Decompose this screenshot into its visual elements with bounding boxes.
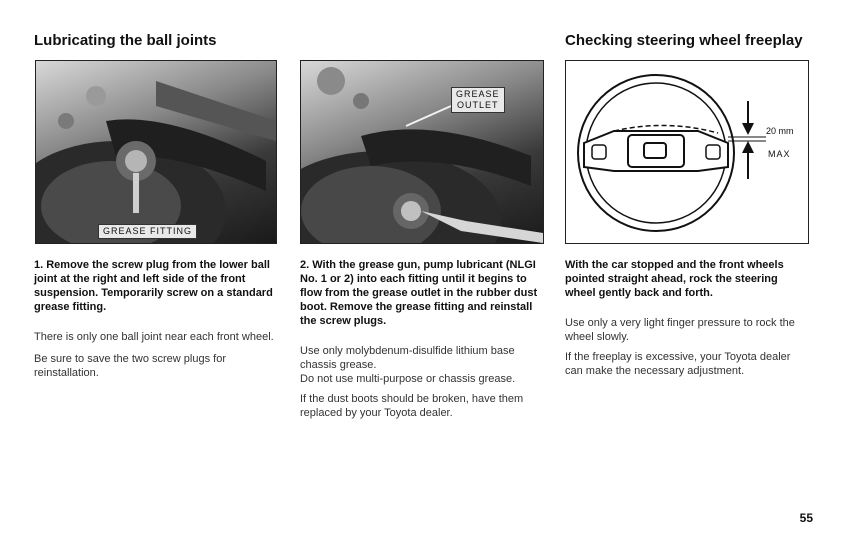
finger-pressure-note: Use only a very light finger pressure to rock the wheel slowly. xyxy=(565,317,795,343)
steering-wheel-diagram xyxy=(565,60,809,244)
rock-wheel-text: With the car stopped and the front wheels pointed straight ahead, rock the steering wheel gently back and forth. xyxy=(565,259,784,299)
grease-outlet-label-line1: GREASE xyxy=(456,89,500,99)
dealer-adjustment-note: If the freeplay is excessive, your Toyota dealer can make the necessary adjustment. xyxy=(565,351,791,377)
ball-joint-instructions xyxy=(34,258,276,390)
ball-joint-illustration xyxy=(36,61,276,243)
grease-gun-illustration xyxy=(301,61,543,243)
step-2-text: 2. With the grease gun, pump lubricant (NLGI No. 1 or 2) into each fitting until it begins to flow from the grease outlet in the rubber dust boot. Remove the grease fitting and reinstall the screw plugs. xyxy=(300,259,538,327)
steering-wheel-illustration xyxy=(566,61,808,243)
grease-outlet-label xyxy=(451,87,505,113)
grease-gun-photo xyxy=(300,60,544,244)
one-joint-note: There is only one ball joint near each front wheel. xyxy=(34,331,274,343)
page-number: 55 xyxy=(799,511,813,525)
dust-boot-note: If the dust boots should be broken, have them replaced by your Toyota dealer. xyxy=(300,393,524,419)
grease-warning-note: Do not use multi-purpose or chassis grease. xyxy=(300,373,516,385)
section-heading-ball-joints: Lubricating the ball joints xyxy=(34,32,217,49)
save-plugs-note: Be sure to save the two screw plugs for reinstallation. xyxy=(34,353,226,379)
section-heading-steering: Checking steering wheel freeplay xyxy=(565,32,803,49)
grease-type-note: Use only molybdenum-disulfide lithium base chassis grease. xyxy=(300,345,515,371)
freeplay-measure-label: 20 mm xyxy=(766,126,794,136)
ball-joint-photo-1 xyxy=(35,60,277,244)
steering-freeplay-instructions xyxy=(565,258,808,388)
freeplay-max-label: MAX xyxy=(768,149,791,159)
grease-outlet-label-line2: OUTLET xyxy=(457,100,499,110)
grease-gun-instructions xyxy=(300,258,545,430)
step-1-text: 1. Remove the screw plug from the lower ball joint at the right and left side of the front suspension. Temporarily screw on a standard grease fitting. xyxy=(34,259,273,313)
grease-fitting-label: GREASE FITTING xyxy=(98,224,197,239)
